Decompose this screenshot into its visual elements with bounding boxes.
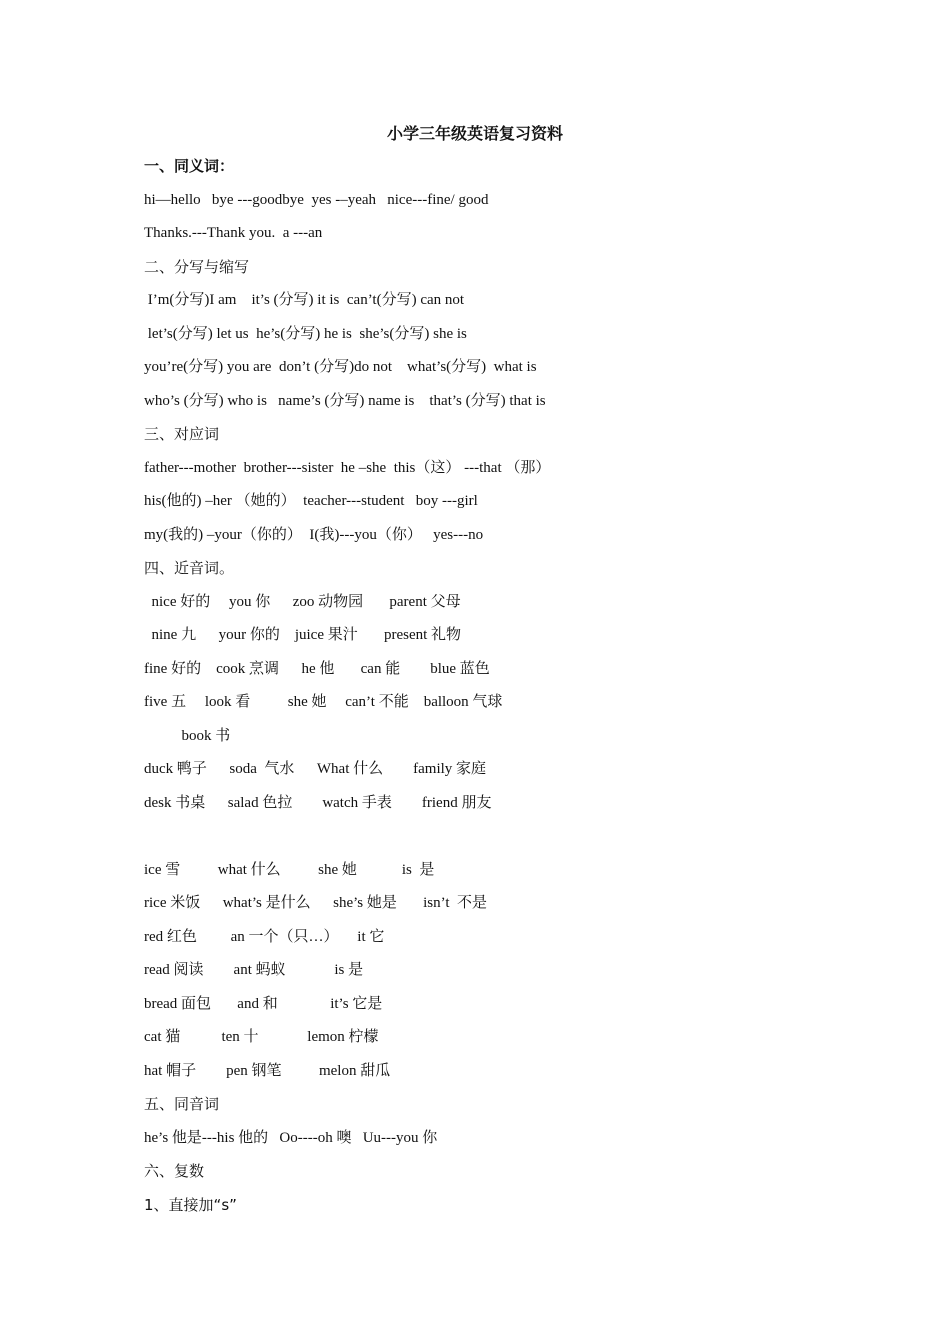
- text-line: nine 九 your 你的 juice 果汁 present 礼物: [144, 627, 462, 643]
- text-line: book 书: [144, 728, 231, 744]
- text-line: bread 面包 and 和 it’s 它是: [144, 996, 383, 1012]
- section-heading: 二、分写与缩写: [144, 258, 250, 276]
- text-line: his(他的) –her （她的） teacher---student boy ---girl: [144, 493, 478, 509]
- text-line: nice 好的 you 你 zoo 动物园 parent 父母: [144, 594, 461, 610]
- text-line: rice 米饭 what’s 是什么 she’s 她是 isn’t 不是: [144, 895, 488, 911]
- text-line: Thanks.---Thank you. a ---an: [144, 225, 323, 241]
- text-line: read 阅读 ant 蚂蚁 is 是: [144, 962, 364, 978]
- text-line: desk 书桌 salad 色拉 watch 手表 friend 朋友: [144, 795, 492, 811]
- section-heading: 六、复数: [144, 1162, 205, 1180]
- text-line: let’s(分写) let us he’s(分写) he is she’s(分写) she is: [144, 326, 467, 342]
- document-title: 小学三年级英语复习资料: [386, 124, 563, 143]
- text-line: he’s 他是---his 他的 Oo----oh 噢 Uu---you 你: [144, 1130, 438, 1146]
- text-line: my(我的) –your（你的） I(我)---you（你） yes---no: [144, 527, 484, 543]
- text-line: I’m(分写)I am it’s (分写) it is can’t(分写) can not: [144, 292, 465, 308]
- text-line: five 五 look 看 she 她 can’t 不能 balloon 气球: [144, 694, 503, 710]
- section-heading: 三、对应词: [144, 425, 220, 443]
- text-line: who’s (分写) who is name’s (分写) name is that’s (分写) that is: [144, 393, 546, 409]
- text-line: cat 猫 ten 十 lemon 柠檬: [144, 1029, 379, 1045]
- section-heading: 五、同音词: [144, 1095, 220, 1113]
- section-heading: 四、近音词。: [144, 559, 235, 577]
- text-line: hat 帽子 pen 钢笔 melon 甜瓜: [144, 1063, 391, 1079]
- section-heading: 1、直接加“s”: [144, 1196, 237, 1214]
- text-line: you’re(分写) you are don’t (分写)do not what’s(分写) what is: [144, 359, 537, 375]
- text-line: father---mother brother---sister he –she this（这） ---that （那）: [144, 460, 551, 476]
- text-line: ice 雪 what 什么 she 她 is 是: [144, 862, 435, 878]
- text-line: red 红色 an 一个（只…） it 它: [144, 929, 385, 945]
- text-line: fine 好的 cook 烹调 he 他 can 能 blue 蓝色: [144, 661, 490, 677]
- text-line: hi—hello bye ---goodbye yes -–yeah nice---fine/ good: [144, 192, 489, 208]
- section-heading: 一、同义词：: [144, 157, 235, 175]
- text-line: duck 鸭子 soda 气水 What 什么 family 家庭: [144, 761, 487, 777]
